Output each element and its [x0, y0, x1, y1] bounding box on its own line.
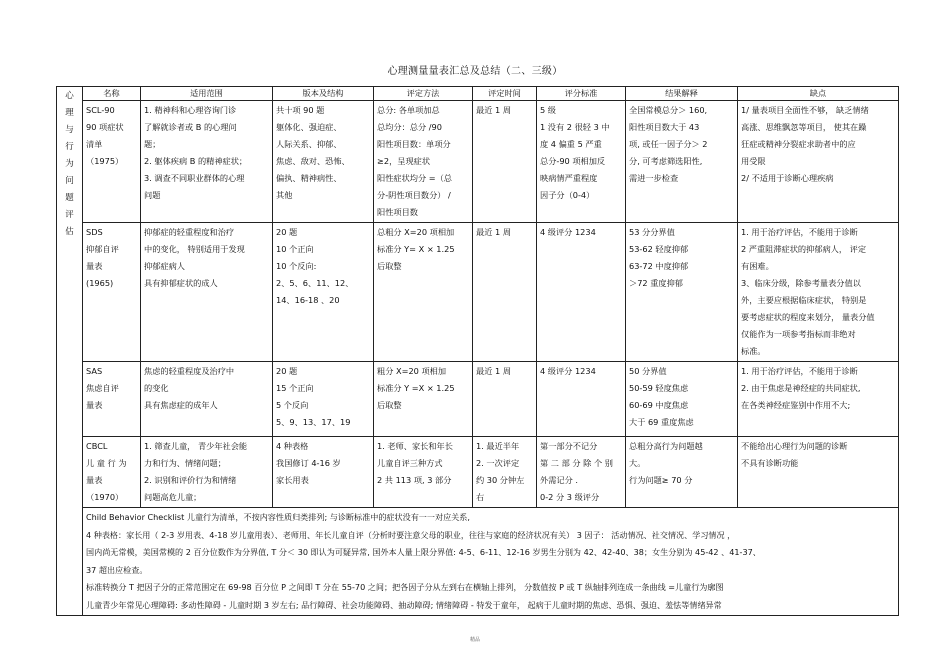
category-cell: [57, 87, 83, 616]
result-line: 50-59 轻度焦虑: [629, 383, 689, 393]
structure-line: 人际关系、抑郁、: [276, 139, 342, 149]
result-line: 63-72 中度抑郁: [629, 261, 689, 271]
structure-line: 其他: [276, 190, 293, 200]
structure-line: 10 个正向: [276, 244, 314, 254]
cell-standard: [537, 101, 626, 223]
method-line: 后取整: [377, 400, 402, 410]
name-line: 清单: [86, 139, 103, 149]
time-line: 约 30 分钟左: [476, 475, 525, 485]
method-line: 后取整: [377, 261, 402, 271]
note-line: 儿童青少年常见心理障碍: 多动性障碍 - 儿童时期 3 岁左右; 品行障碍、社会功能障碍、抽动障碍; 情绪障碍 - 特发于童年， 起病于儿童时期的焦虑、恐惧、强迫、羞怯等情绪异常: [86, 599, 722, 610]
category-char: 与: [65, 125, 74, 135]
scope-line: 2. 识别和评价行为和情绪: [144, 475, 237, 485]
cell-time: [473, 101, 537, 223]
method-line: 总均分：总分 /90: [377, 122, 442, 132]
cons-line: 在各类神经症鉴别中作用不大;: [741, 400, 851, 410]
cons-line: 用受限: [741, 156, 766, 166]
cons-line: 2 严重阻滞症状的抑郁病人， 评定: [741, 244, 867, 254]
cons-line: 仅能作为一项参考指标而非绝对: [741, 329, 856, 339]
cell-standard: [537, 223, 626, 362]
structure-line: 20 题: [276, 366, 298, 376]
structure-line: 2、5、6、11、12、: [276, 278, 354, 288]
time-line: 1. 最近半年: [476, 441, 520, 451]
header-method: 评定方法: [374, 87, 473, 101]
note-line: 4 种表格：家长用（ 2-3 岁用表、4-18 岁儿童用表）、老师用、年长儿童自评（分析时要注意父母的职业，往往与家庭的经济状况有关） 3 因子： 活动情况、社交情况、学习情况 ，: [86, 529, 736, 540]
method-line: 粗分 X=20 项相加: [377, 366, 447, 376]
cell-result: [626, 362, 738, 437]
cell-structure: [273, 362, 374, 437]
structure-line: 5 个反向: [276, 400, 309, 410]
scope-line: 问题: [144, 190, 161, 200]
cell-result: [626, 437, 738, 508]
structure-line: 20 题: [276, 227, 298, 237]
scope-line: 抑郁症的轻重程度和治疗: [144, 227, 235, 237]
scope-line: 1. 精神科和心理咨询门诊: [144, 105, 237, 115]
result-line: 53-62 轻度抑郁: [629, 244, 689, 254]
header-name: 名称: [83, 87, 141, 101]
name-line: (1965): [86, 278, 114, 288]
name-line: （1970）: [86, 492, 124, 502]
structure-line: 躯体化、强迫症、: [276, 122, 342, 132]
result-line: 53 分分界值: [629, 227, 675, 237]
cell-structure: [273, 101, 374, 223]
scale-summary-table: [56, 86, 899, 616]
note-line: Child Behavior Checklist 儿童行为清单，不按内容性质归类排列; 与诊断标准中的症状没有一一对应关系,: [86, 512, 470, 522]
page-footer: 精品: [469, 637, 480, 643]
header-scope: 适用范围: [141, 87, 273, 101]
scope-line: 焦虑的轻重程度及治疗中: [144, 366, 235, 376]
structure-line: 我国修订 4-16 岁: [276, 458, 341, 468]
result-line: 需进一步检查: [629, 173, 679, 183]
time-line: 2. 一次评定: [476, 458, 520, 468]
category-char: 评: [65, 210, 74, 220]
header-standard: 评分标准: [537, 87, 626, 101]
cons-line: 外，主要应根据临床症状， 特别是: [741, 295, 867, 305]
cell-method: [374, 362, 473, 437]
name-line: 量表: [86, 261, 103, 271]
cell-method: [374, 223, 473, 362]
result-line: ＞72 重度抑郁: [629, 278, 683, 288]
name-line: 抑郁自评: [86, 244, 119, 254]
category-char: 估: [65, 227, 74, 237]
result-line: 60-69 中度焦虑: [629, 400, 689, 410]
header-result: 结果解释: [626, 87, 738, 101]
method-line: ≥2，呈现症状: [377, 156, 431, 166]
cell-result: [626, 101, 738, 223]
method-line: 2 共 113 项, 3 部分: [377, 475, 452, 485]
name-line: 焦虑自评: [86, 383, 119, 393]
name-line: （1975）: [86, 156, 124, 166]
cell-scope: [141, 223, 273, 362]
scope-line: 题；: [144, 139, 161, 149]
result-line: 大。: [629, 458, 646, 468]
standard-line: 4 级评分 1234: [540, 227, 596, 237]
name-line: SAS: [86, 366, 103, 376]
cell-name: [83, 437, 141, 508]
scope-line: 的变化: [144, 383, 169, 393]
category-char: 行: [65, 142, 74, 152]
cell-time: [473, 437, 537, 508]
header-structure: 版本及结构: [273, 87, 374, 101]
cell-cons: [738, 101, 899, 223]
header-time: 评定时间: [473, 87, 537, 101]
name-line: 量表: [86, 400, 103, 410]
cons-line: 狂症或精神分裂症求助者中的应: [741, 139, 856, 149]
cell-scope: [141, 437, 273, 508]
cell-cons: [738, 437, 899, 508]
time-line: 右: [476, 492, 485, 502]
structure-line: 共十项 90 题: [276, 105, 325, 115]
cell-name: [83, 223, 141, 362]
cons-line: 1/ 量表项目全面性不够， 缺乏情绪: [741, 105, 869, 115]
result-line: 项, 或任一因子分＞ 2: [629, 139, 708, 149]
result-line: 大于 69 重度焦虑: [629, 417, 694, 427]
cons-line: 2. 由于焦虑是神经症的共同症状,: [741, 383, 861, 393]
scope-line: 抑郁症病人: [144, 261, 185, 271]
name-line: 量表: [86, 475, 103, 485]
cell-name: [83, 101, 141, 223]
scope-line: 具有焦虑症的成年人: [144, 400, 218, 410]
table-row: [57, 101, 899, 223]
cons-line: 标准。: [741, 346, 766, 356]
standard-line: 外需记分 .: [540, 475, 578, 485]
standard-line: 第 二 部 分 除 个 别: [540, 458, 613, 468]
scope-line: 问题高危儿童；: [144, 492, 202, 502]
cell-scope: [141, 362, 273, 437]
cell-method: [374, 101, 473, 223]
name-line: CBCL: [86, 441, 108, 451]
method-line: 分-阴性项目数分） /: [377, 190, 451, 200]
result-line: 分, 可考虑筛选阳性,: [629, 156, 703, 166]
scope-line: 具有抑郁症状的成人: [144, 278, 218, 288]
method-line: 总粗分 X=20 项相加: [377, 227, 455, 237]
structure-line: 5、9、13、17、19: [276, 417, 351, 427]
method-line: 标准分 Y =X × 1.25: [377, 383, 455, 393]
note-line: 国内尚无常模，美国常模的 2 百分位数作为分界值, T 分＜ 30 即认为可疑异常, 国外本人量上限分界值: 4-5、6-11、12-16 岁男生分别为 42、42-40、38；女生分别为 45-42 、41-37、: [86, 547, 761, 557]
method-line: 儿童自评三种方式: [377, 458, 443, 468]
result-line: 总粗分高行为问题越: [629, 441, 703, 451]
category-char: 题: [65, 193, 74, 203]
structure-line: 15 个正向: [276, 383, 314, 393]
category-char: 问: [65, 176, 74, 186]
category-char: 理: [65, 108, 74, 118]
time-line: 最近 1 周: [476, 227, 511, 237]
name-line: SCL-90: [86, 105, 115, 115]
cons-line: 3、临床分级，除参考量表分值以: [741, 278, 861, 288]
cell-scope: [141, 101, 273, 223]
notes-row: [57, 508, 899, 616]
cell-cons: [738, 223, 899, 362]
cons-line: 1. 用于治疗评估，不能用于诊断: [741, 227, 858, 237]
method-line: 阳性项目数：单项分: [377, 139, 451, 149]
cons-line: 有困难。: [741, 261, 774, 271]
category-char: 心: [65, 91, 74, 101]
scope-line: 力和行为、情绪问题；: [144, 458, 226, 468]
scope-line: 1. 筛查儿童， 青少年社会能: [144, 441, 248, 451]
notes-cell: [83, 508, 899, 616]
table-row: [57, 437, 899, 508]
cons-line: 1. 用于治疗评估，不能用于诊断: [741, 366, 858, 376]
header-cons: 缺点: [738, 87, 899, 101]
cons-line: 不具有诊断功能: [741, 458, 799, 468]
cell-time: [473, 223, 537, 362]
cons-line: 不能给出心理行为问题的诊断: [741, 441, 848, 451]
cell-structure: [273, 223, 374, 362]
structure-line: 焦虑、敌对、恐怖、: [276, 156, 350, 166]
note-line: 37 超出应检查。: [86, 564, 148, 575]
name-line: 90 项症状: [86, 122, 124, 132]
standard-line: 因子分（0-4）: [540, 190, 595, 200]
standard-line: 总分-90 项相加反: [540, 156, 606, 166]
result-line: 阳性项目数大于 43: [629, 122, 700, 132]
method-line: 标准分 Y= X × 1.25: [377, 244, 455, 254]
time-line: 最近 1 周: [476, 366, 511, 376]
structure-line: 10 个反向:: [276, 261, 317, 271]
cell-result: [626, 223, 738, 362]
cell-method: [374, 437, 473, 508]
cell-standard: [537, 362, 626, 437]
table-row: [57, 362, 899, 437]
standard-line: 1 没有 2 很轻 3 中: [540, 122, 610, 132]
result-line: 全国常模总分＞ 160,: [629, 105, 708, 115]
standard-line: 5 级: [540, 105, 556, 115]
cons-line: 2/ 不适用于诊断心理疾病: [741, 173, 834, 183]
structure-line: 4 种表格: [276, 441, 309, 451]
standard-line: 0-2 分 3 级评分: [540, 492, 600, 502]
scope-line: 了解就诊者或 B 的心理问: [144, 122, 237, 132]
method-line: 1. 老师、家长和年长: [377, 441, 453, 451]
cell-standard: [537, 437, 626, 508]
cell-name: [83, 362, 141, 437]
structure-line: 14、16-18 、20: [276, 295, 340, 305]
cons-line: 要考虑症状的程度来划分， 量表分值: [741, 312, 875, 322]
result-line: 50 分界值: [629, 366, 667, 376]
header-row: [57, 87, 899, 101]
page-title: 心理测量量表汇总及总结（二、三级）: [387, 66, 563, 77]
structure-line: 家长用表: [276, 475, 309, 485]
table-row: [57, 223, 899, 362]
scope-line: 3. 调查不同职业群体的心理: [144, 173, 245, 183]
method-line: 阳性症状均分 =（总: [377, 173, 452, 183]
note-line: 标准转换分 T 把因子分的正常范围定在 69-98 百分位 P 之间即 T 分在 55-70 之间；把各因子分从左到右在横轴上排列， 分数值按 P 或 T 纵轴排列连成一条曲线 =儿童行为廓图: [86, 582, 724, 592]
method-line: 阳性项目数: [377, 207, 418, 217]
scope-line: 2. 躯体疾病 B 的精神症状；: [144, 156, 248, 166]
result-line: 行为问题≥ 70 分: [629, 475, 693, 485]
name-line: 儿 童 行 为: [86, 458, 127, 468]
method-line: 总分: 各单项加总: [377, 105, 440, 115]
cell-structure: [273, 437, 374, 508]
cell-cons: [738, 362, 899, 437]
standard-line: 第一部分不记分: [540, 441, 598, 451]
scope-line: 中的变化， 特别适用于发现: [144, 244, 245, 254]
category-char: 为: [65, 159, 74, 169]
standard-line: 度 4 偏重 5 严重: [540, 139, 602, 149]
standard-line: 4 级评分 1234: [540, 366, 596, 376]
name-line: SDS: [86, 227, 103, 237]
standard-line: 映病情严重程度: [540, 173, 598, 183]
structure-line: 偏执、精神病性、: [276, 173, 342, 183]
time-line: 最近 1 周: [476, 105, 511, 115]
cons-line: 高涨、思维飘忽等项目， 使其在躁: [741, 122, 867, 132]
cell-time: [473, 362, 537, 437]
